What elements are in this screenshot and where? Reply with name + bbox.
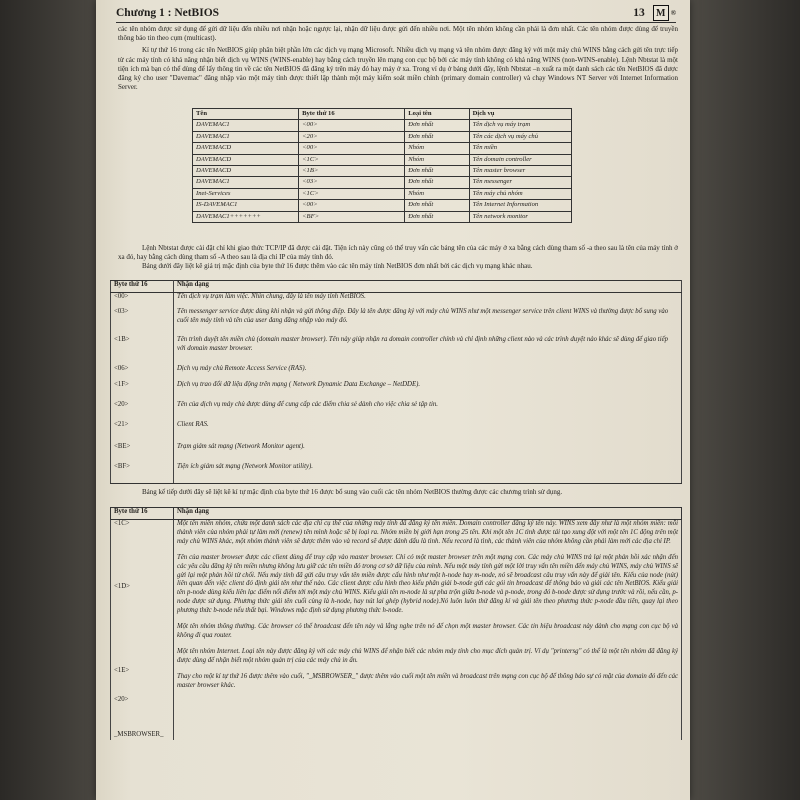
name-cell: DAVEMAC1 <box>193 120 299 131</box>
description-cell: Tên messenger service được dùng khi nhận và gửi thông điệp. Đây là tên được đăng ký với máy chủ WINS như một messenger service trên client WINS và thường được bổ sung vào cuối tên máy tính và tên của user đang đăng nhập vào máy đó. <box>174 308 682 336</box>
publisher-logo-icon: M <box>653 5 669 21</box>
table-row <box>193 154 572 165</box>
byte-cell: <BF> <box>299 211 405 222</box>
name-cell: DAVEMACD <box>193 166 299 177</box>
table-row <box>111 443 682 463</box>
description-cell <box>174 520 682 740</box>
registered-mark: ® <box>670 9 676 17</box>
table-header-row <box>111 281 682 293</box>
description-cell: Tiện ích giám sát mạng (Network Monitor utility). <box>174 463 682 484</box>
description-cell: Client RAS. <box>174 421 682 443</box>
table-row <box>193 211 572 222</box>
description-cell: Tên dịch vụ trạm làm việc. Nhìn chung, đây là tên máy tính NetBIOS. <box>174 293 682 309</box>
type-cell: Đơn nhất <box>405 211 469 222</box>
table-row <box>111 520 682 740</box>
desc-1d: Tên của master browser được các client dùng để truy cập vào master browser. Chỉ có một master browser trên một mạng con. Các máy chủ WINS trả lại một phản hồi xác nhận đến các yêu cầu đăng ký tên miền nhưng không lưu giữ các tên miền đó trong cơ sở dữ liệu của mình. Nếu một máy tính gửi một lời truy vấn tên miền đến máy chủ WINS, máy chủ WINS sẽ gửi lại một phản hồi từ chối. Nếu máy tính đã gửi câu truy vấn tên miền được cấu hình như một h-node hay m-node, nó sẽ broadcast câu truy vấn này để giải tên. Kiểu của node (nút) liên quan đến việc client đó định giải tên như thế nào. Các client được cấu hình theo kiểu phân giải b-node gửi các gói tin broadcast để thông báo và giải các tên NetBIOS. Kiểu giải tên p-node dùng kiểu liên lạc điểm nối điểm tới một máy chủ WINS. Kiểu giải tên m-node là sự pha trộn giữa b-node và p-node, trong đó b-node được sử dụng trước và rồi, nếu cần, p-node được sử dụng. Phương thức giải tên cuối cùng là h-node, hay nút lai ghép (hybrid node).Nó luôn luôn thử đăng kí và giải tên theo phương thức p-node đầu tiên, quay lại theo phương thức b-node nếu thất bại. Windows mặc định sử dụng phương thức h-node. <box>177 553 678 615</box>
nbtstat-paragraph: Lệnh Nbtstat được cài đặt chỉ khi giao thức TCP/IP đã được cài đặt. Tiện ích này cũng có thể truy vấn các bảng tên của các máy ở xa bằng cách dùng tham số -a theo sau là tên của máy tính ở xa đó, hay bằng cách dùng tham số -A theo sau là địa chỉ IP của máy tính đó. <box>118 244 678 262</box>
service-cell: Tên domain controller <box>469 154 571 165</box>
type-cell: Đơn nhất <box>405 131 469 142</box>
type-cell: Đơn nhất <box>405 166 469 177</box>
byte-cell: <20> <box>111 401 174 421</box>
chapter-title: Chương 1 : NetBIOS <box>116 7 220 19</box>
code-msbrowser: _MSBROWSER_ <box>114 730 164 738</box>
desc-1e: Một tên nhóm thông thường. Các browser có thể broadcast đến tên này và lắng nghe trên nó để chọn một master browser. Các tin hiệu broadcast này dành cho mạng con cục bộ và không đi qua router. <box>177 623 678 639</box>
service-cell: Tên máy chủ nhóm <box>469 188 571 199</box>
table-row <box>111 401 682 421</box>
service-cell: Tên các dịch vụ máy chủ <box>469 131 571 142</box>
col-header-byte: Byte thứ 16 <box>111 281 174 293</box>
service-cell: Tên messenger <box>469 177 571 188</box>
byte-cell: <1B> <box>111 336 174 365</box>
byte-cell: <03> <box>299 177 405 188</box>
table3-intro-text <box>118 488 678 497</box>
byte-cell: <06> <box>111 365 174 381</box>
unique-names-table <box>110 280 682 484</box>
desc-20: Một tên nhóm Internet. Loại tên này được đăng ký với các máy chủ WINS để nhận biết các nhóm máy tính cho mục đích quản trị. Ví dụ "printersg" có thể là một tên nhóm đã đăng ký được dùng để nhận biết một nhóm quản trị của các máy chủ in ấn. <box>177 647 678 664</box>
name-cell: DAVEMAC1+++++++ <box>193 211 299 222</box>
description-cell: Dịch vụ trao đổi dữ liệu động trên mạng ( Network Dynamic Data Exchange – NetDDE). <box>174 381 682 401</box>
table-row <box>193 166 572 177</box>
byte-codes-cell <box>111 520 174 740</box>
byte-cell: <1F> <box>111 381 174 401</box>
byte-cell: <BE> <box>111 443 174 463</box>
type-cell: Nhóm <box>405 154 469 165</box>
code-1c: <1C> <box>114 520 130 527</box>
service-cell: Tên miền <box>469 143 571 154</box>
type-cell: Đơn nhất <box>405 120 469 131</box>
table-row <box>193 177 572 188</box>
byte-cell: <21> <box>111 421 174 443</box>
code-1e: <1E> <box>114 666 130 674</box>
col-header-byte: Byte thứ 16 <box>111 508 174 520</box>
byte-cell: <20> <box>299 131 405 142</box>
middle-text <box>118 244 678 272</box>
byte-cell: <00> <box>299 120 405 131</box>
byte-cell: <BF> <box>111 463 174 484</box>
table-row <box>111 365 682 381</box>
page-number: 13 <box>633 7 645 19</box>
intro-line-top: các tên nhóm được sử dụng để gửi dữ liệu đến nhiều nơi nhận hoặc ngược lại, nhận dữ liệu được gửi đến nhiều nơi. Một tên nhóm không cần phải là đơn nhất. Các tên nhóm được dùng để truyền thông báo tin theo cụm (multicast). <box>118 25 678 43</box>
byte-cell: <1C> <box>299 188 405 199</box>
description-cell: Tên của dịch vụ máy chủ được dùng để cung cấp các điểm chia sẻ dành cho việc chia sẻ tập tin. <box>174 401 682 421</box>
type-cell: Đơn nhất <box>405 200 469 211</box>
netbios-names-table <box>192 108 572 223</box>
page-header <box>116 4 676 22</box>
type-cell: Nhóm <box>405 188 469 199</box>
type-cell: Đơn nhất <box>405 177 469 188</box>
table-row <box>111 336 682 365</box>
byte-cell: <00> <box>299 200 405 211</box>
col-header-name: Tên <box>193 109 299 120</box>
service-cell: Tên Internet Information <box>469 200 571 211</box>
code-20: <20> <box>114 695 129 703</box>
code-1d: <1D> <box>114 582 130 590</box>
table-header-row <box>193 109 572 120</box>
table-row <box>193 188 572 199</box>
name-cell: DAVEMACD <box>193 143 299 154</box>
table-row <box>111 308 682 336</box>
table-row <box>111 421 682 443</box>
name-cell: DAVEMAC1 <box>193 131 299 142</box>
table-row <box>193 131 572 142</box>
table-row <box>111 381 682 401</box>
table-header-row <box>111 508 682 520</box>
col-header-identity: Nhận dạng <box>174 508 682 520</box>
service-cell: Tên master browser <box>469 166 571 177</box>
name-cell: IS-DAVEMAC1 <box>193 200 299 211</box>
table3-intro: Bảng kế tiếp dưới đây sẽ liệt kê kí tự mặc định của byte thứ 16 được bổ sung vào cuối các tên nhóm NetBIOS thường được các chương trình sử dụng. <box>142 488 563 496</box>
table-row <box>111 293 682 309</box>
description-cell: Tên trình duyệt tên miền chủ (domain master browser). Tên này giúp nhận ra domain controller chính và chỉ định những client nào và các trình duyệt nào khác sẽ dùng để giao tiếp với domain master browser. <box>174 336 682 365</box>
group-names-table <box>110 507 682 740</box>
table-row <box>111 463 682 484</box>
col-header-type: Loại tên <box>405 109 469 120</box>
name-cell: DAVEMACD <box>193 154 299 165</box>
table-row <box>193 120 572 131</box>
book-page <box>96 0 690 800</box>
description-cell: Dịch vụ máy chủ Remote Access Service (RAS). <box>174 365 682 381</box>
service-cell: Tên dịch vụ máy trạm <box>469 120 571 131</box>
type-cell: Nhóm <box>405 143 469 154</box>
col-header-service: Dịch vụ <box>469 109 571 120</box>
background-right <box>690 0 800 800</box>
desc-1c: Một tên miền nhóm, chứa một danh sách các địa chỉ cụ thể của những máy tính đã đăng ký tên miền. Domain controller đăng ký tên này. WINS xem đây như là một nhóm miền: mỗi thành viên của nhóm phải tự làm mới (renew) tên mình hoặc sẽ bị loại ra. Nhóm miền bị giới hạn trong 25 tên. Khi một tên 1C tình được tái tạo xung đột với một tên 1C động trên một máy chủ WINS khác, một nhóm thành viên sẽ được thêm vào và record sẽ được đánh dấu là tình. Nếu record là tình, các thành viên của nhóm không cần phải làm mới các địa chỉ IP. <box>177 520 678 545</box>
description-cell: Trạm giám sát mạng (Network Monitor agent). <box>174 443 682 463</box>
table-row <box>193 143 572 154</box>
intro-text <box>118 25 678 92</box>
byte-cell: <00> <box>299 143 405 154</box>
background-left <box>0 0 96 800</box>
byte-cell: <1B> <box>299 166 405 177</box>
desc-msbrowser: Thay cho một kí tự thứ 16 được thêm vào cuối, "_MSBROWSER_" được thêm vào cuối một tên miền và broadcast trên mạng con cục bộ để thông báo sự có mặt của domain đó đến các master browser khác. <box>177 672 678 689</box>
col-header-byte: Byte thứ 16 <box>299 109 405 120</box>
intro-paragraph: Kí tự thứ 16 trong các tên NetBIOS giúp phân biệt phần lớn các dịch vụ mạng Microsoft. Nhiều dịch vụ mạng và tên nhóm được đăng ký với một máy chủ WINS bằng cách gửi tên trực tiếp từ các máy tính có khả năng nhận biết dịch vụ WINS (WINS-enable) hay bằng cách truyền lên mạng con cục bộ bởi các máy tính không có khả năng WINS (non-WINS-enable). Lệnh Nbtstat là một tiện ích mà bạn có thể dùng để lấy thông tin về các tên NetBIOS đã đăng ký trên máy đó hay máy ở xa. Trong ví dụ ở bảng dưới đây, lệnh Nbtstat –n xuất ra một danh sách các tên NetBIOS đã được đăng ký cho user "Davemac" đăng nhập vào một máy tính được thiết lập thành một máy kiểm soát miền chính (primary domain controller) và chạy Windows NT Server với Internet Information Server. <box>118 46 678 92</box>
name-cell: Inet-Services <box>193 188 299 199</box>
header-rule <box>116 22 676 23</box>
col-header-identity: Nhận dạng <box>174 281 682 293</box>
table2-intro: Bảng dưới đây liệt kê giá trị mặc định của byte thứ 16 được thêm vào các tên máy tính NetBIOS đơn nhất bởi các dịch vụ mạng khác nhau. <box>142 262 533 271</box>
table-row <box>193 200 572 211</box>
name-cell: DAVEMAC1 <box>193 177 299 188</box>
byte-cell: <03> <box>111 308 174 336</box>
service-cell: Tên network monitor <box>469 211 571 222</box>
byte-cell: <1C> <box>299 154 405 165</box>
byte-cell: <00> <box>111 293 174 309</box>
